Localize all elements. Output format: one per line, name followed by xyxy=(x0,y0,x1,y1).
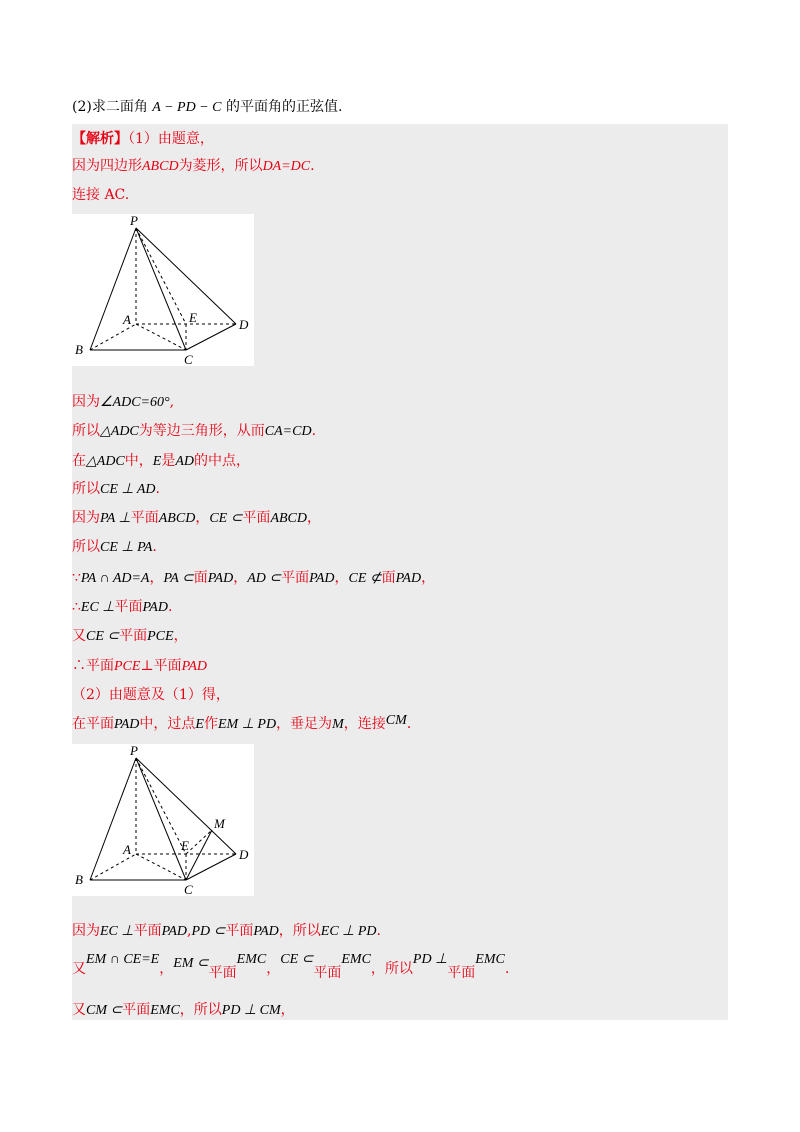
math-segment: DA=DC xyxy=(262,159,311,174)
text-segment: 平面 xyxy=(225,923,254,939)
math-segment: CM ⊂ xyxy=(86,1003,123,1018)
math-segment: ABCD xyxy=(142,159,179,174)
part2-intro: （2）由题意及（1）得， xyxy=(72,687,230,703)
math-segment: EM ⊂ xyxy=(173,956,209,971)
edge-AB xyxy=(90,324,136,350)
math-segment: EMC xyxy=(475,952,505,967)
edge-CM xyxy=(186,830,212,880)
math-segment: PD ⊂ xyxy=(191,924,226,939)
math-segment: CE ⊂ xyxy=(280,952,314,967)
solution-line-4 xyxy=(72,393,174,412)
label-D: D xyxy=(239,847,249,862)
label-M: M xyxy=(214,816,225,831)
math-segment: PA ⊂ xyxy=(163,571,194,586)
math-segment: CE ⊂ xyxy=(209,511,243,526)
text-segment: 连接 AC. xyxy=(72,187,130,203)
math-segment: AD xyxy=(175,454,195,469)
label-A: A xyxy=(123,312,131,327)
math-segment: E xyxy=(152,454,162,469)
text-segment: ，连接 xyxy=(343,716,386,732)
edge-PC xyxy=(136,228,186,350)
text-segment: 面 xyxy=(381,570,396,586)
math-segment: PAD xyxy=(253,924,279,939)
text-segment: . xyxy=(155,481,160,497)
text-segment: . xyxy=(167,599,173,615)
math-segment: ∠ADC=60° xyxy=(100,395,170,410)
solution-line-18 xyxy=(72,1001,295,1020)
text-segment: 平面 xyxy=(133,923,162,939)
text-segment: ， xyxy=(334,570,349,586)
math-segment: PD ⊥ CM xyxy=(221,1003,281,1018)
edge-PE xyxy=(136,228,186,324)
text-segment: 作 xyxy=(203,716,218,732)
solution-line-2 xyxy=(72,157,315,176)
math-segment: EC ⊥ xyxy=(100,924,134,939)
text-segment: ， xyxy=(421,570,436,586)
label-B: B xyxy=(75,872,83,887)
math-segment: PAD xyxy=(181,659,208,674)
text-segment: ， xyxy=(266,961,281,977)
math-segment: EM ∩ CE=E xyxy=(86,952,160,967)
text-segment: , xyxy=(169,394,175,410)
text-segment: 所以 xyxy=(72,481,100,497)
text-segment: 平面 xyxy=(242,510,271,526)
text-segment: 因为 xyxy=(72,394,100,410)
pyramid-diagram-1 xyxy=(72,214,254,366)
text-segment: ⊥平面 xyxy=(140,658,182,674)
math-segment: CE ⊥ AD xyxy=(100,482,156,497)
text-segment: 为菱形，所以 xyxy=(178,158,263,174)
math-segment: △ADC xyxy=(86,454,125,469)
text-segment: 平面 xyxy=(130,510,159,526)
label-C: C xyxy=(184,352,193,366)
math-segment: CE ⊥ PA xyxy=(100,540,153,555)
pyramid-figure-1 xyxy=(72,214,254,366)
math-segment: ABCD xyxy=(270,511,307,526)
math-segment: PA ⊥ xyxy=(100,511,131,526)
text-segment: 又 xyxy=(72,961,86,977)
label-C: C xyxy=(184,882,193,896)
edge-CD xyxy=(186,324,236,350)
solution-line-12 xyxy=(72,627,188,646)
math-segment: EM ⊥ PD xyxy=(217,717,277,732)
math-segment: CM xyxy=(385,713,407,728)
text-segment: 因为 xyxy=(72,510,100,526)
edge-AC xyxy=(136,854,186,880)
label-A: A xyxy=(123,842,131,857)
text-segment: ∴平面 xyxy=(72,658,114,674)
text-segment: 在平面 xyxy=(72,716,114,732)
text-segment: 平面 xyxy=(281,570,310,586)
math-segment: PAD xyxy=(309,571,335,586)
solution-line-7 xyxy=(72,480,160,499)
text-segment: . xyxy=(406,716,412,732)
text-segment: . xyxy=(311,423,317,439)
solution-line-9 xyxy=(72,538,157,557)
math-segment: PAD xyxy=(395,571,422,586)
edge-PE xyxy=(136,758,186,854)
text-segment: . xyxy=(152,539,157,555)
text-segment: ， xyxy=(280,1002,295,1018)
edge-AC xyxy=(136,324,186,350)
text-segment: 在 xyxy=(72,453,86,469)
label-D: D xyxy=(239,317,249,332)
question-suffix: 的平面角的正弦值. xyxy=(225,99,343,115)
solution-line-1 xyxy=(72,130,214,148)
edge-PD xyxy=(136,228,236,324)
math-segment: PAD xyxy=(114,717,140,732)
math-segment: PD ⊥ xyxy=(412,952,448,967)
math-segment: EMC xyxy=(236,952,267,967)
math-segment: PAD xyxy=(161,924,188,939)
math-segment: CE ⊄ xyxy=(348,571,382,586)
text-segment: 的中点， xyxy=(194,453,251,469)
label-P: P xyxy=(130,214,138,228)
solution-line-5 xyxy=(72,422,316,441)
math-segment: ABCD xyxy=(158,511,196,526)
text-segment: 面 xyxy=(193,570,208,586)
text-segment: 平面 xyxy=(447,965,476,981)
text-segment: ，所以 xyxy=(278,923,321,939)
question-prefix: (2)求二面角 xyxy=(72,99,148,115)
math-segment: PAD xyxy=(142,600,168,615)
solution-tag: 【解析】 xyxy=(72,131,128,147)
edge-EM xyxy=(186,830,212,854)
pyramid-figure-2 xyxy=(72,744,254,896)
math-segment: △ADC xyxy=(100,424,139,439)
math-segment: M xyxy=(332,717,344,732)
solution-line-13 xyxy=(72,657,207,676)
question-text xyxy=(72,96,342,116)
math-segment: PA ∩ AD=A xyxy=(80,571,150,586)
part1-intro: （1）由题意， xyxy=(128,131,214,147)
math-segment: E xyxy=(195,717,204,732)
text-segment: 所以 xyxy=(72,423,100,439)
math-segment: EMC xyxy=(341,952,371,967)
math-segment: EC ⊥ PD xyxy=(320,924,377,939)
text-segment: ， xyxy=(149,570,164,586)
solution-line-10 xyxy=(72,569,435,588)
math-segment: EC ⊥ xyxy=(80,600,115,615)
math-segment: PCE xyxy=(147,629,174,644)
edge-PB xyxy=(90,758,136,880)
solution-line-15 xyxy=(72,715,411,734)
text-segment: ∴ xyxy=(72,599,81,615)
text-segment: ， xyxy=(159,961,174,977)
edge-PB xyxy=(90,228,136,350)
solution-line-11 xyxy=(72,598,172,617)
text-segment: 因为四边形 xyxy=(72,158,142,174)
text-segment: . xyxy=(504,961,510,977)
math-segment: EMC xyxy=(150,1003,180,1018)
text-segment: 平面 xyxy=(208,965,237,981)
text-segment: ，所以 xyxy=(370,961,413,977)
math-segment: CA=CD xyxy=(264,424,312,439)
label-P: P xyxy=(130,744,138,758)
solution-line-14 xyxy=(72,686,230,704)
text-segment: 平面 xyxy=(119,628,148,644)
label-B: B xyxy=(75,342,83,357)
text-segment: 中，过点 xyxy=(139,716,196,732)
text-segment: ，所以 xyxy=(179,1002,222,1018)
text-segment: 为等边三角形，从而 xyxy=(138,423,265,439)
text-segment: ，垂足为 xyxy=(276,716,333,732)
text-segment: 因为 xyxy=(72,923,100,939)
math-segment: AD ⊂ xyxy=(247,571,282,586)
question-expression: A − PD − C xyxy=(152,100,222,115)
edge-AB xyxy=(90,854,136,880)
solution-line-8 xyxy=(72,509,321,528)
text-segment: , xyxy=(187,923,192,939)
solution-line-3 xyxy=(72,186,129,204)
text-segment: ∵ xyxy=(72,570,81,586)
text-segment: . xyxy=(376,923,381,939)
text-segment: 中， xyxy=(124,453,153,469)
math-segment: CE ⊂ xyxy=(86,629,120,644)
text-segment: 是 xyxy=(161,453,176,469)
edge-PC xyxy=(136,758,186,880)
label-E: E xyxy=(189,310,197,325)
text-segment: 平面 xyxy=(114,599,143,615)
math-segment: PCE xyxy=(114,659,141,674)
text-segment: 所以 xyxy=(72,539,100,555)
text-segment: 平面 xyxy=(313,965,342,981)
solution-line-17 xyxy=(72,950,509,984)
solution-line-16 xyxy=(72,922,381,941)
pyramid-diagram-2 xyxy=(72,744,254,896)
solution-line-6 xyxy=(72,452,250,471)
edge-CD xyxy=(186,854,236,880)
text-segment: 平面 xyxy=(122,1002,151,1018)
math-segment: PAD xyxy=(207,571,234,586)
label-E: E xyxy=(181,838,189,853)
text-segment: 又 xyxy=(72,628,86,644)
text-segment: ， xyxy=(307,510,321,526)
text-segment: ， xyxy=(195,510,210,526)
text-segment: ， xyxy=(173,628,188,644)
text-segment: 又 xyxy=(72,1002,86,1018)
text-segment: ， xyxy=(233,570,248,586)
text-segment: . xyxy=(310,158,315,174)
